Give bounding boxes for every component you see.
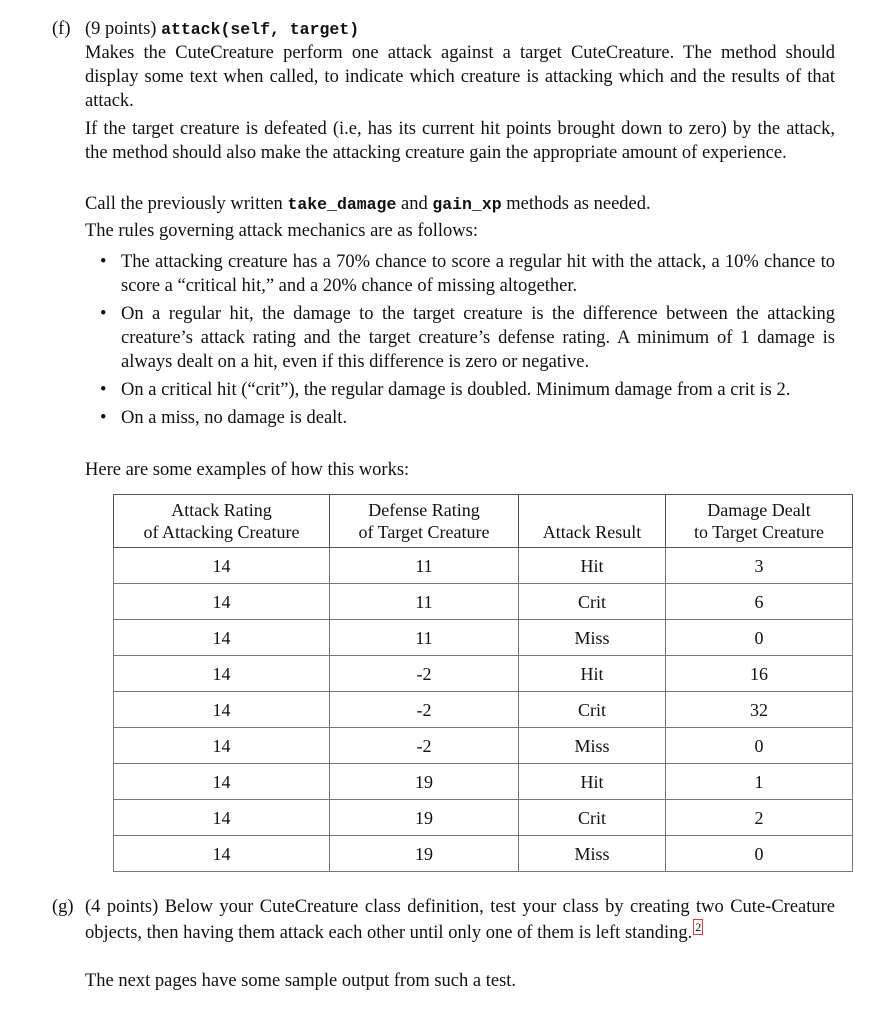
cell-attack-rating: 14	[114, 800, 330, 836]
rule-regular-hit: On a regular hit, the damage to the target creature is the difference between the attacking creature’s attack rating and the target creature’s defense rating. A minimum of 1 damage is always dealt on a hit, even if this difference is zero or negative.	[121, 304, 835, 372]
methods-note-prefix: Call the previously written	[85, 194, 283, 214]
method-gain-xp: gain_xp	[432, 195, 502, 214]
cell-attack-rating: 14	[114, 728, 330, 764]
cell-attack-rating: 14	[114, 836, 330, 872]
table-row	[114, 548, 853, 584]
cell-attack-rating: 14	[114, 764, 330, 800]
table-row	[114, 692, 853, 728]
header-attack-result: Attack Result	[519, 495, 666, 548]
part-f-heading	[52, 17, 359, 42]
table-row	[114, 836, 853, 872]
table-row	[114, 728, 853, 764]
rule-hit-chances: The attacking creature has a 70% chance to score a regular hit with the attack, a 10% chance to score a “critical hit,” and a 20% chance of missing altogether.	[121, 252, 835, 296]
part-f-points: (9 points)	[85, 19, 157, 39]
table-row	[114, 764, 853, 800]
cell-damage-dealt: 6	[666, 584, 853, 620]
methods-note-and: and	[400, 194, 428, 214]
table-header-row	[114, 495, 853, 548]
list-item: • On a critical hit (“crit”), the regular damage is doubled. Minimum damage from a crit is 2.	[100, 380, 791, 400]
cell-damage-dealt: 1	[666, 764, 853, 800]
table-row	[114, 656, 853, 692]
table-row	[114, 800, 853, 836]
cell-damage-dealt: 0	[666, 620, 853, 656]
examples-intro: Here are some examples of how this works:	[85, 460, 410, 480]
cell-attack-rating: 14	[114, 584, 330, 620]
attack-examples-table	[113, 494, 853, 872]
list-item: • The attacking creature has a 70% chance to score a regular hit with the attack, a 10% chance to score a “critical hit,” and a 20% chance of missing altogether.	[100, 252, 835, 296]
method-take-damage: take_damage	[287, 195, 397, 214]
part-f-description: Makes the CuteCreature perform one attack against a target CuteCreature. The method should display some text when called, to indicate which creature is attacking which and the results of that attack.	[85, 43, 835, 111]
cell-attack-result: Miss	[519, 836, 666, 872]
header-defense-rating: Defense Rating of Target Creature	[330, 495, 519, 548]
cell-defense-rating: -2	[330, 728, 519, 764]
cell-attack-result: Crit	[519, 692, 666, 728]
cell-damage-dealt: 0	[666, 836, 853, 872]
cell-defense-rating: 11	[330, 620, 519, 656]
cell-defense-rating: 19	[330, 800, 519, 836]
cell-defense-rating: 11	[330, 584, 519, 620]
cell-attack-rating: 14	[114, 620, 330, 656]
part-g-points: (4 points)	[85, 897, 159, 917]
cell-damage-dealt: 32	[666, 692, 853, 728]
rule-critical-hit: On a critical hit (“crit”), the regular damage is doubled. Minimum damage from a crit is 2.	[121, 380, 791, 400]
cell-defense-rating: -2	[330, 692, 519, 728]
cell-attack-result: Miss	[519, 620, 666, 656]
part-f-methods-note	[85, 192, 835, 217]
part-g-heading	[52, 895, 85, 919]
cell-damage-dealt: 3	[666, 548, 853, 584]
methods-note-suffix: methods as needed.	[506, 194, 651, 214]
footnote-link[interactable]: 2	[695, 920, 702, 934]
rules-intro: The rules governing attack mechanics are as follows:	[85, 221, 478, 241]
table-row	[114, 584, 853, 620]
part-f-label: (f)	[52, 19, 71, 39]
part-g-text	[85, 895, 835, 945]
cell-attack-result: Hit	[519, 764, 666, 800]
part-f-signature: attack(self, target)	[161, 20, 360, 39]
cell-damage-dealt: 2	[666, 800, 853, 836]
part-g-instructions: Below your CuteCreature class definition, test your class by creating two Cute-Creature objects, then having them attack each other until only one of them is left standing.	[85, 897, 835, 944]
header-attack-rating: Attack Rating of Attacking Creature	[114, 495, 330, 548]
cell-defense-rating: -2	[330, 656, 519, 692]
cell-defense-rating: 19	[330, 836, 519, 872]
list-item: • On a regular hit, the damage to the target creature is the difference between the attacking creature’s attack rating and the target creature’s defense rating. A minimum of 1 damage is always dealt on a hit, even if this difference is zero or negative.	[100, 304, 835, 372]
cell-attack-rating: 14	[114, 548, 330, 584]
part-f-defeat-rule: If the target creature is defeated (i.e, has its current hit points brought down to zero) by the attack, the method should also make the attacking creature gain the appropriate amount of experience.	[85, 119, 835, 163]
cell-attack-rating: 14	[114, 692, 330, 728]
cell-attack-result: Hit	[519, 656, 666, 692]
cell-attack-rating: 14	[114, 656, 330, 692]
cell-attack-result: Crit	[519, 584, 666, 620]
part-g-next-pages: The next pages have some sample output from such a test.	[85, 971, 517, 991]
cell-damage-dealt: 16	[666, 656, 853, 692]
cell-attack-result: Miss	[519, 728, 666, 764]
list-item: • On a miss, no damage is dealt.	[100, 408, 348, 428]
header-damage-dealt: Damage Dealt to Target Creature	[666, 495, 853, 548]
cell-attack-result: Crit	[519, 800, 666, 836]
cell-damage-dealt: 0	[666, 728, 853, 764]
cell-defense-rating: 11	[330, 548, 519, 584]
cell-attack-result: Hit	[519, 548, 666, 584]
rule-miss: On a miss, no damage is dealt.	[121, 408, 348, 428]
cell-defense-rating: 19	[330, 764, 519, 800]
part-g-label: (g)	[52, 897, 74, 917]
rules-list	[100, 250, 835, 434]
table-row	[114, 620, 853, 656]
